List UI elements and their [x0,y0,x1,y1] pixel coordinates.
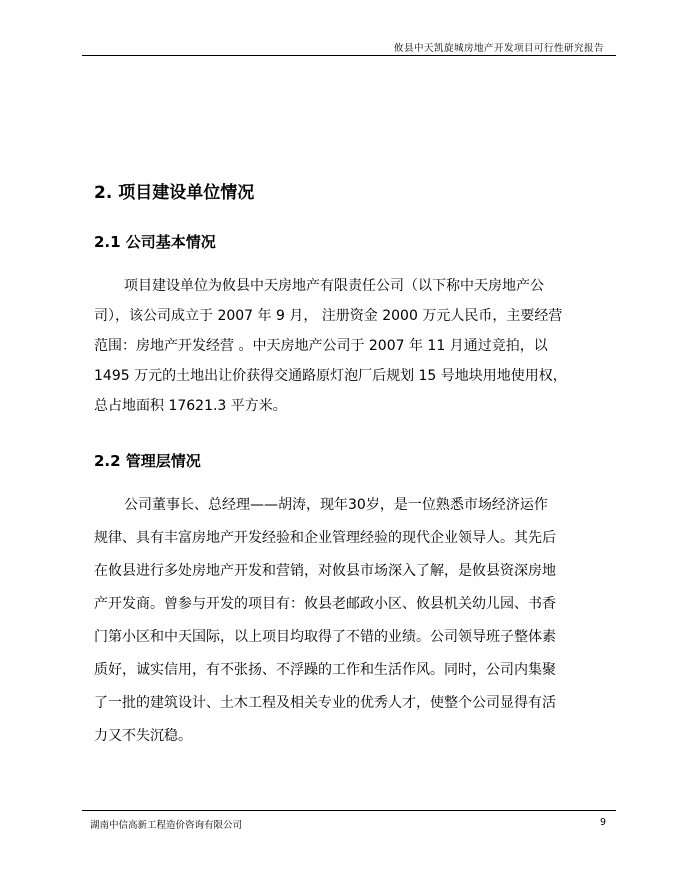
paragraph-line: 1495 万元的土地出让价获得交通路原灯泡厂后规划 15 号地块用地使用权， [94,368,567,384]
paragraph-line: 总占地面积 17621.3 平方米。 [94,398,287,414]
paragraph-line: 质好，诚实信用，有不张扬、不浮躁的工作和生活作风。同时，公司内集聚 [94,662,556,678]
paragraph-line: 了一批的建筑设计、土木工程及相关专业的优秀人才，使整个公司显得有活 [94,695,556,711]
paragraph-line: 公司董事长、总经理——胡涛，现年30岁，是一位熟悉市场经济运作 [124,497,548,513]
page-number: 9 [599,817,606,828]
section-title: 2. 项目建设单位情况 [94,183,255,203]
paragraph-line: 规律、具有丰富房地产开发经验和企业管理经验的现代企业领导人。其先后 [94,530,556,546]
paragraph-line: 在攸县进行多处房地产开发和营销，对攸县市场深入了解，是攸县资深房地 [94,563,556,579]
subsection-title-2-1: 2.1 公司基本情况 [94,233,216,251]
paragraph-line: 门第小区和中天国际，以上项目均取得了不错的业绩。公司领导班子整体素 [94,629,556,645]
footer-company: 湖南中信高新工程造价咨询有限公司 [90,820,243,831]
paragraph-line: 范围：房地产开发经营 。中天房地产公司于 2007 年 11 月通过竞拍，以 [94,338,548,354]
footer-divider [82,810,616,811]
subsection-title-2-2: 2.2 管理层情况 [94,452,201,470]
header-divider [82,55,616,56]
running-header: 攸县中天凯旋城房地产开发项目可行性研究报告 [393,43,604,54]
paragraph-line: 力又不失沉稳。 [94,728,192,744]
paragraph-line: 项目建设单位为攸县中天房地产有限责任公司（以下称中天房地产公 [124,278,544,294]
paragraph-line: 产开发商。曾参与开发的项目有：攸县老邮政小区、攸县机关幼儿园、书香 [94,596,556,612]
paragraph-line: 司），该公司成立于 2007 年 9 月， 注册资金 2000 万元人民币，主要经营 [94,308,563,324]
